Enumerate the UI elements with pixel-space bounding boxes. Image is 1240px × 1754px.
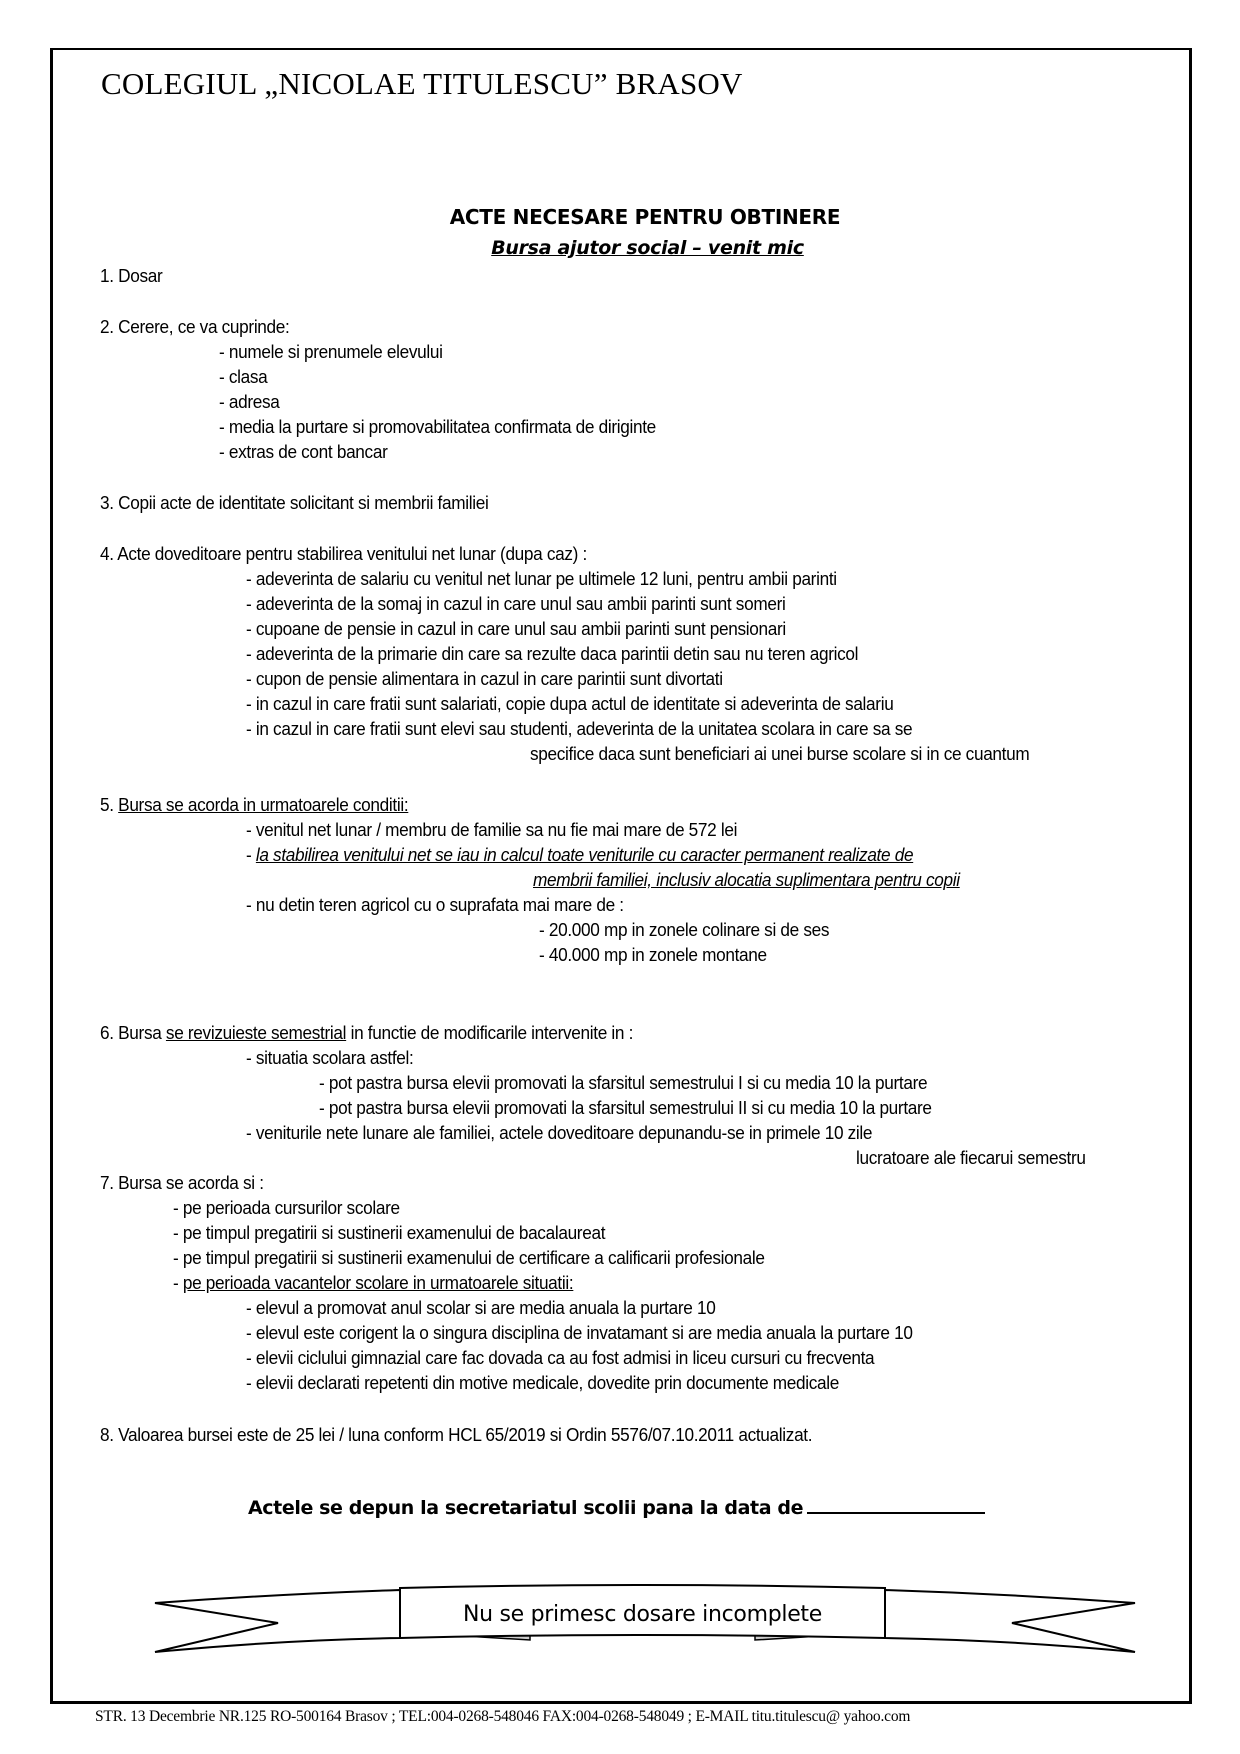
section-4-continuation: specifice daca sunt beneficiari ai unei burse scolare si in ce cuantum <box>530 743 1030 764</box>
section-2-item: - media la purtare si promovabilitatea confirmata de diriginte <box>219 416 656 437</box>
section-6-subitem: - pot pastra bursa elevii promovati la sfarsitul semestrului I si cu media 10 la purtare <box>319 1072 928 1093</box>
section-5-number: 5. <box>100 794 119 815</box>
section-6-prefix: 6. Bursa <box>100 1022 166 1043</box>
dash: - <box>173 1272 183 1293</box>
section-5-emphasis-continuation: membrii familiei, inclusiv alocatia suplimentara pentru copii <box>533 869 960 890</box>
section-7-subitem: - elevii declarati repetenti din motive medicale, dovedite prin documente medicale <box>246 1372 840 1393</box>
section-8: 8. Valoarea bursei este de 25 lei / luna conform HCL 65/2019 si Ordin 5576/07.10.2011 actualizat. <box>100 1424 813 1445</box>
section-5-label <box>100 794 408 816</box>
section-4-item: - adeverinta de la primarie din care sa rezulte daca parintii detin sau nu teren agricol <box>246 643 859 664</box>
ribbon-left-tail <box>155 1590 400 1652</box>
dash: - <box>246 844 256 865</box>
section-6-label <box>100 1022 633 1044</box>
section-4-item: - adeverinta de la somaj in cazul in care unul sau ambii parinti sunt someri <box>246 593 786 614</box>
section-4-item: - in cazul in care fratii sunt elevi sau studenti, adeverinta de la unitatea scolara in care sa se <box>246 718 913 739</box>
section-7-item: - pe timpul pregatirii si sustinerii examenului de bacalaureat <box>173 1222 606 1243</box>
section-4-item: - adeverinta de salariu cu venitul net lunar pe ultimele 12 luni, pentru ambii parinti <box>246 568 837 589</box>
section-7-item <box>173 1272 573 1294</box>
deadline-line <box>248 1497 985 1519</box>
section-6-subitem: - pot pastra bursa elevii promovati la sfarsitul semestrului II si cu media 10 la purtare <box>319 1097 932 1118</box>
section-6-item: - situatia scolara astfel: <box>246 1047 414 1068</box>
section-2-label: 2. Cerere, ce va cuprinde: <box>100 316 290 337</box>
section-2-item: - extras de cont bancar <box>219 441 388 462</box>
section-7-subitem: - elevul este corigent la o singura disciplina de invatamant si are media anuala la purtare 10 <box>246 1322 913 1343</box>
section-5-heading: Bursa se acorda in urmatoarele conditii: <box>118 794 409 815</box>
document-subtitle: Bursa ajutor social – venit mic <box>491 237 804 259</box>
section-5-item <box>246 844 913 866</box>
section-5-subitem: - 40.000 mp in zonele montane <box>539 944 767 965</box>
footer-contact: STR. 13 Decembrie NR.125 RO-500164 Brasov ; TEL:004-0268-548046 FAX:004-0268-548049 ; E-MAIL titu.titulescu@ yahoo.com <box>95 1708 911 1725</box>
section-1: 1. Dosar <box>100 265 163 286</box>
section-4-item: - cupoane de pensie in cazul in care unul sau ambii parinti sunt pensionari <box>246 618 786 639</box>
section-2-item: - numele si prenumele elevului <box>219 341 443 362</box>
banner-text: Nu se primesc dosare incomplete <box>463 1601 822 1627</box>
section-6-suffix: in functie de modificarile intervenite in : <box>346 1022 634 1043</box>
section-4-label: 4. Acte doveditoare pentru stabilirea venitului net lunar (dupa caz) : <box>100 543 587 564</box>
section-6-item: - veniturile nete lunare ale familiei, actele doveditoare depunandu-se in primele 10 zile <box>246 1122 873 1143</box>
section-7-item: - pe timpul pregatirii si sustinerii examenului de certificare a calificarii profesionale <box>173 1247 765 1268</box>
date-blank-field[interactable] <box>807 1498 985 1514</box>
section-7-underlined-item: pe perioada vacantelor scolare in urmatoarele situatii: <box>182 1272 574 1293</box>
section-5-item: - venitul net lunar / membru de familie sa nu fie mai mare de 572 lei <box>246 819 738 840</box>
section-5-emphasis: la stabilirea venitului net se iau in calcul toate veniturile cu caracter permanent realizate de <box>255 844 914 865</box>
school-name: COLEGIUL „NICOLAE TITULESCU” BRASOV <box>101 66 743 101</box>
section-3: 3. Copii acte de identitate solicitant si membrii familiei <box>100 492 489 513</box>
section-4-item: - in cazul in care fratii sunt salariati, copie dupa actul de identitate si adeverinta de salariu <box>246 693 894 714</box>
deadline-text: Actele se depun la secretariatul scolii pana la data de <box>248 1497 804 1519</box>
ribbon-right-tail <box>885 1590 1135 1652</box>
section-7-item: - pe perioada cursurilor scolare <box>173 1197 400 1218</box>
section-6-continuation: lucratoare ale fiecarui semestru <box>856 1147 1086 1168</box>
section-4-item: - cupon de pensie alimentara in cazul in care parintii sunt divortati <box>246 668 723 689</box>
section-7-subitem: - elevul a promovat anul scolar si are media anuala la purtare 10 <box>246 1297 716 1318</box>
section-6-underlined: se revizuieste semestrial <box>165 1022 347 1043</box>
section-5-subitem: - 20.000 mp in zonele colinare si de ses <box>539 919 830 940</box>
section-2-item: - adresa <box>219 391 280 412</box>
section-2-item: - clasa <box>219 366 268 387</box>
document-title: ACTE NECESARE PENTRU OBTINERE <box>449 205 841 229</box>
section-7-label: 7. Bursa se acorda si : <box>100 1172 264 1193</box>
section-5-item: - nu detin teren agricol cu o suprafata mai mare de : <box>246 894 624 915</box>
section-7-subitem: - elevii ciclului gimnazial care fac dovada ca au fost admisi in liceu cursuri cu frecventa <box>246 1347 875 1368</box>
